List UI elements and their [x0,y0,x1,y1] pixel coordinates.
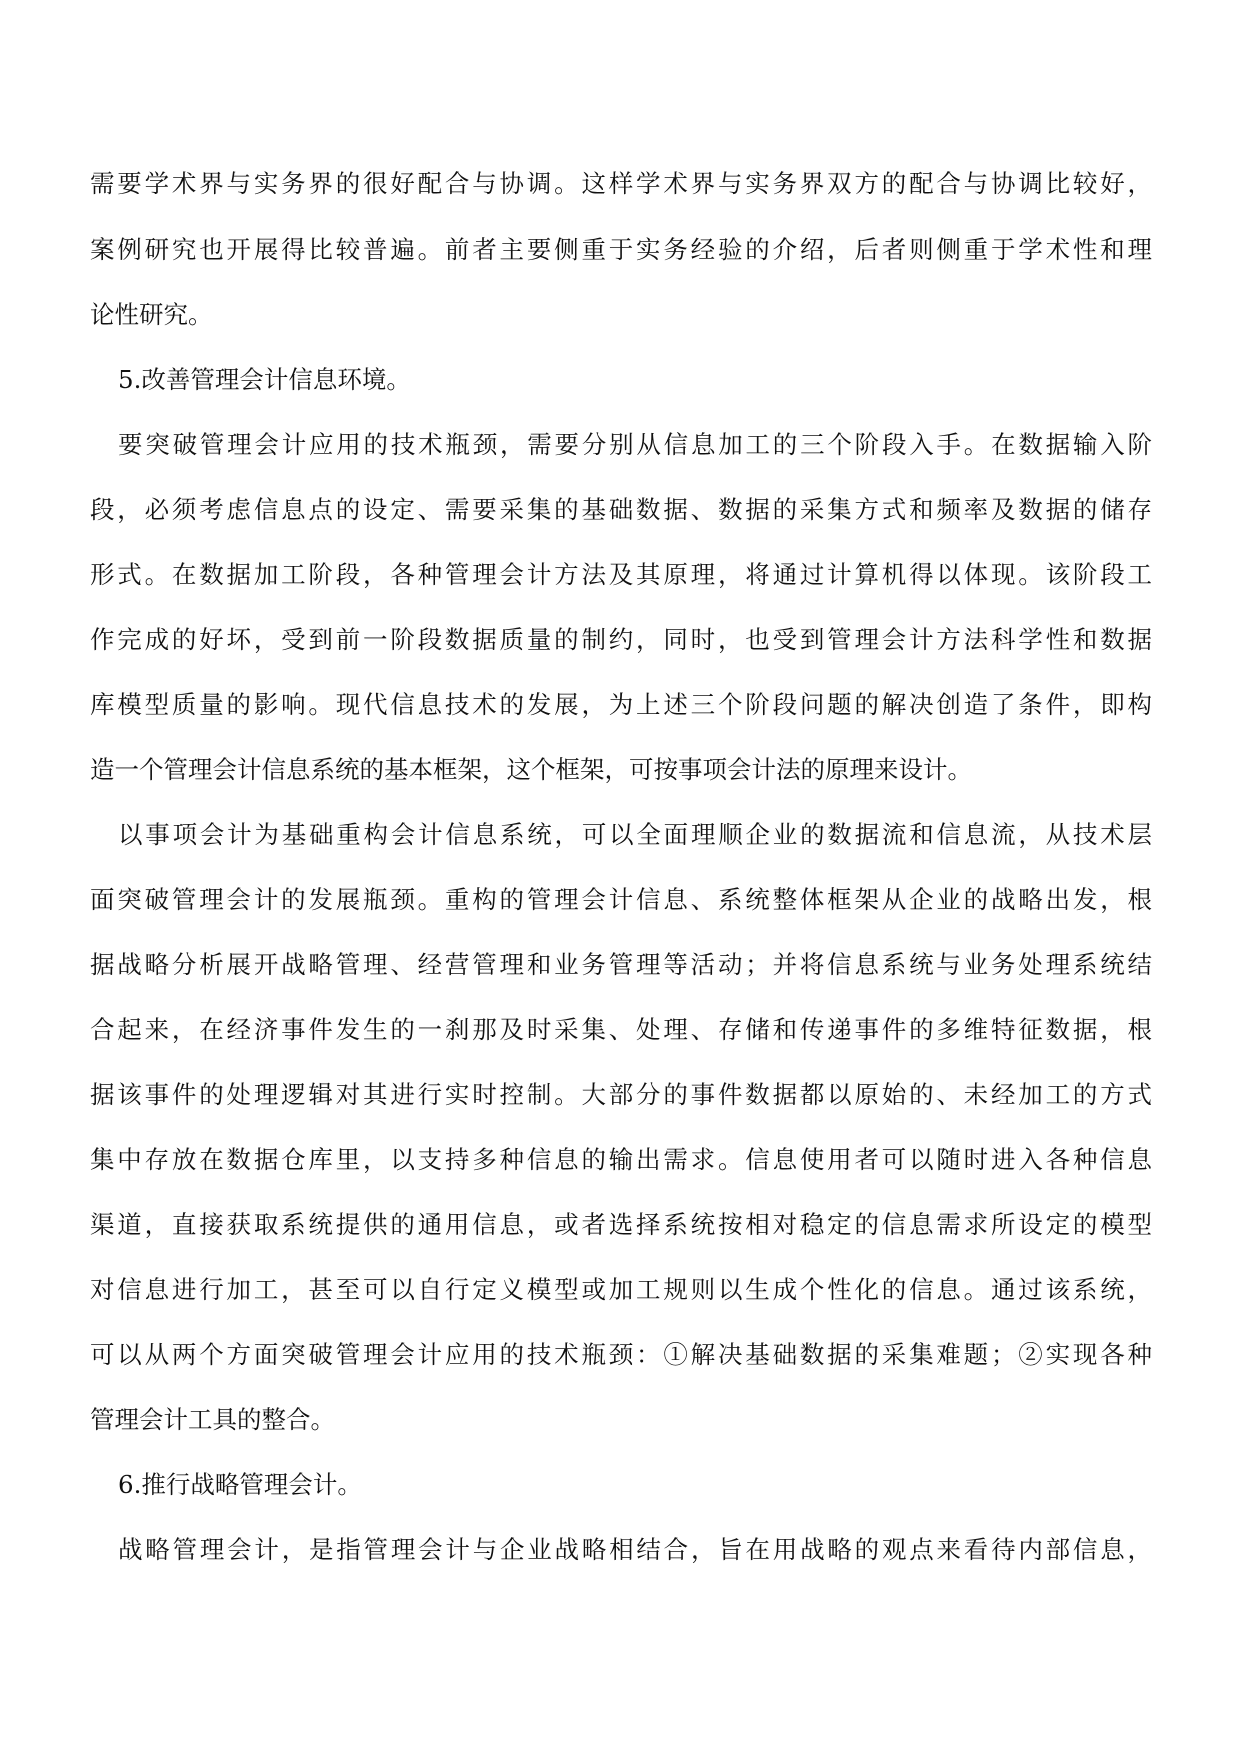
body-text-line: 面突破管理会计的发展瓶颈。重构的管理会计信息、系统整体框架从企业的战略出发，根 [90,885,1152,914]
body-text-line: 渠道，直接获取系统提供的通用信息，或者选择系统按相对稳定的信息需求所设定的模型 [90,1210,1152,1239]
body-text-line: 可以从两个方面突破管理会计应用的技术瓶颈：①解决基础数据的采集难题；②实现各种 [90,1340,1152,1369]
body-text-line: 对信息进行加工，甚至可以自行定义模型或加工规则以生成个性化的信息。通过该系统， [90,1275,1152,1304]
body-text-line: 造一个管理会计信息系统的基本框架，这个框架，可按事项会计法的原理来设计。 [90,755,972,784]
body-text-line: 案例研究也开展得比较普遍。前者主要侧重于实务经验的介绍，后者则侧重于学术性和理 [90,235,1152,264]
body-text-line: 合起来，在经济事件发生的一刹那及时采集、处理、存储和传递事件的多维特征数据，根 [90,1015,1152,1044]
body-text-line: 集中存放在数据仓库里，以支持多种信息的输出需求。信息使用者可以随时进入各种信息 [90,1145,1152,1174]
body-text-line: 段，必须考虑信息点的设定、需要采集的基础数据、数据的采集方式和频率及数据的储存 [90,495,1152,524]
section-heading: 6.推行战略管理会计。 [118,1470,362,1499]
body-text-line: 据战略分析展开战略管理、经营管理和业务管理等活动；并将信息系统与业务处理系统结 [90,950,1152,979]
body-text-line: 作完成的好坏，受到前一阶段数据质量的制约，同时，也受到管理会计方法科学性和数据 [90,625,1152,654]
body-text-line: 要突破管理会计应用的技术瓶颈，需要分别从信息加工的三个阶段入手。在数据输入阶 [118,430,1152,459]
body-text-line: 以事项会计为基础重构会计信息系统，可以全面理顺企业的数据流和信息流，从技术层 [118,820,1152,849]
body-text-line: 管理会计工具的整合。 [90,1405,335,1434]
body-text-line: 据该事件的处理逻辑对其进行实时控制。大部分的事件数据都以原始的、未经加工的方式 [90,1080,1152,1109]
body-text-line: 需要学术界与实务界的很好配合与协调。这样学术界与实务界双方的配合与协调比较好， [90,169,1152,198]
body-text-line: 库模型质量的影响。现代信息技术的发展，为上述三个阶段问题的解决创造了条件，即构 [90,690,1152,719]
body-text-line: 论性研究。 [90,300,213,329]
section-heading: 5.改善管理会计信息环境。 [118,365,411,394]
body-text-line: 战略管理会计，是指管理会计与企业战略相结合，旨在用战略的观点来看待内部信息， [118,1535,1152,1564]
body-text-line: 形式。在数据加工阶段，各种管理会计方法及其原理，将通过计算机得以体现。该阶段工 [90,560,1152,589]
